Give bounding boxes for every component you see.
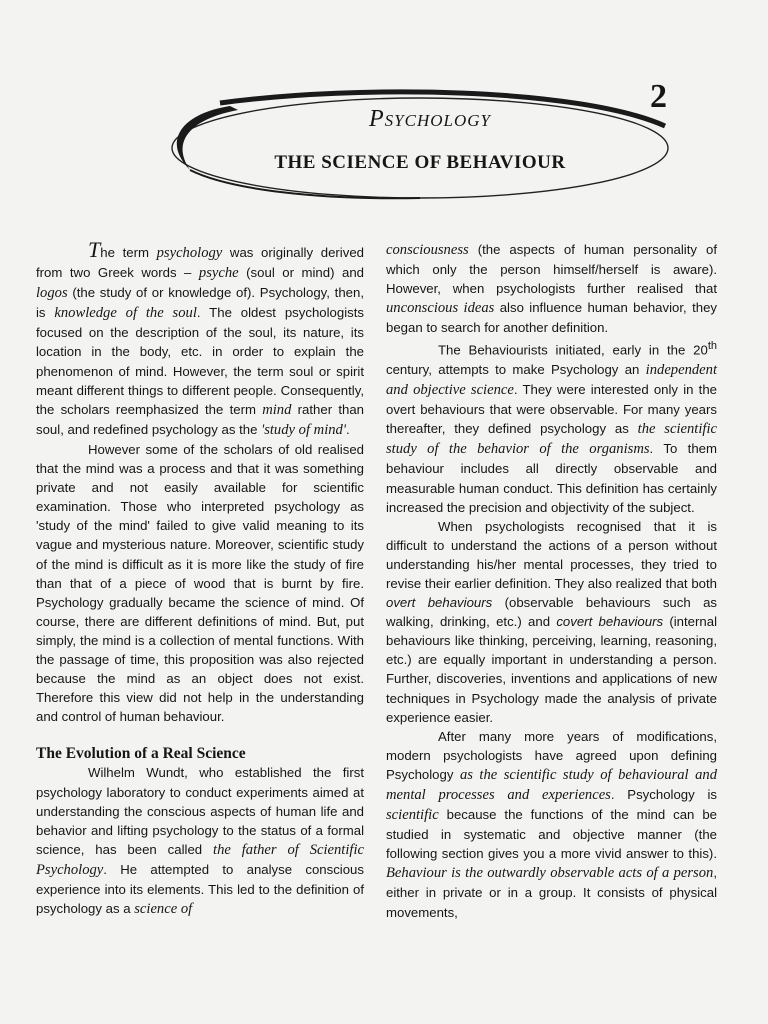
left-column xyxy=(36,237,365,919)
text-run: century, attempts to make Psychology an xyxy=(386,361,646,377)
emphasis-term: unconscious ideas xyxy=(386,300,495,317)
text-run: (soul or mind) and xyxy=(238,265,365,281)
right-column xyxy=(386,240,717,922)
emphasis-term: logos xyxy=(36,285,68,302)
emphasis-term: science of xyxy=(134,901,193,918)
paragraph-mind: However some of the scholars of old realised that the mind was a process and that it was something private and not easily available for scientific examination. Those who interpreted psychology as 'study of the mind' failed to give valid meaning to its vague and mysterious nature. Moreover, scientific study of the mind is difficult as it is more like the study of fire than that of a piece of wood that is burnt by fire. Psychology gradually became the science of mind. Of course, there are different definitions of mind. But, put simply, the mind is a collection of mental functions. With the passage of time, this proposition was also rejected because the mind as an object does not exist. Therefore this view did not help in the understanding and control of human behaviour. xyxy=(36,441,364,725)
text-run: also influence human behavior, they began to search for another definition. xyxy=(386,300,717,336)
emphasis-term: the scientific study of the behavior of the organisms xyxy=(386,421,717,458)
emphasis-term: mind xyxy=(262,401,292,418)
paragraph-overt-covert xyxy=(386,517,717,727)
text-run: . To them behaviour includes all directly observable and measurable human conduct. This definition has certainly increased the precision and objectivity of the subject. xyxy=(386,441,717,515)
section-heading: The Evolution of a Real Science xyxy=(36,745,246,763)
paragraph-consciousness xyxy=(386,240,717,337)
paragraph-modern-definition xyxy=(386,727,717,922)
text-run: (observable behaviours such as walking, drinking, etc.) and xyxy=(386,595,717,630)
text-run: When psychologists recognised that it is difficult to understand the actions of a person without understanding his/her mental processes, they tried to revise their earlier definition. They also realized that both xyxy=(386,518,717,591)
drop-cap: T xyxy=(88,237,101,262)
emphasis-term: psychology xyxy=(156,245,223,261)
emphasis-term: overt behaviours xyxy=(386,595,493,611)
text-run: , either in private or in a group. It consists of physical movements, xyxy=(386,865,717,920)
paragraph-wundt xyxy=(36,763,364,919)
text-run: he term xyxy=(100,245,157,260)
banner-swoosh-graphic xyxy=(160,86,680,206)
emphasis-term: Behaviour is the outwardly observable acts of a person xyxy=(386,865,714,882)
paragraph-intro xyxy=(36,237,365,440)
text-run: (the aspects of human personality of which only the person himself/herself is aware). However, when psychologists further realised that xyxy=(386,242,717,297)
emphasis-term: covert behaviours xyxy=(556,614,664,630)
text-run: . Psychology is xyxy=(610,787,717,803)
emphasis-term: knowledge of the soul xyxy=(54,305,197,322)
chapter-number: 2 xyxy=(650,78,667,115)
text-run: rather than soul, and redefined psychology as the xyxy=(36,401,364,437)
text-run: (the study of or knowledge of). Psychology, then, is xyxy=(36,285,364,321)
emphasis-term: consciousness xyxy=(386,242,469,258)
text-run: Wilhelm Wundt, who established the first psychology laboratory to conduct experiments aimed at understanding the conscious aspects of human life and behavior and lifting psychology to the status of a formal science, has been called xyxy=(36,765,364,857)
text-run: . xyxy=(345,421,350,437)
emphasis-term: independent and objective science xyxy=(386,361,717,399)
text-run: because the functions of the mind can be studied in systematic and objective manner (the following section gives you a more vivid answer to this). xyxy=(386,807,717,862)
text-run: (internal behaviours like thinking, perceiving, learning, reasoning, etc.) are equally important in understanding a person. Further, discoveries, inventions and applications of new techniques in Psychology made the analysis of private experience easier. xyxy=(386,614,718,725)
text-run: . The oldest psychologists focused on the description of the soul, its nature, its location in the body, etc. in order to explain the phenomenon of mind. However, the term soul or spirit meant different things to different people. Consequently, the scholars reemphasized the term xyxy=(36,305,365,417)
emphasis-term: 'study of mind' xyxy=(261,421,346,438)
emphasis-term: psyche xyxy=(198,265,239,282)
chapter-banner xyxy=(160,86,680,206)
text-run: The Behaviourists initiated, early in the 20 xyxy=(438,342,708,358)
chapter-title: Psychology xyxy=(369,106,491,132)
text-run: . He attempted to analyse conscious experience into its elements. This led to the definition of psychology as a xyxy=(36,861,364,917)
superscript: th xyxy=(707,340,717,353)
text-run: . They were interested only in the overt behaviours that were observable. For many years thereafter, they defined psychology as xyxy=(386,382,717,437)
emphasis-term: as the scientific study of behavioural and mental processes and experiences xyxy=(386,766,717,804)
emphasis-term: scientific xyxy=(386,807,439,824)
text-run: After many more years of modifications, modern psychologists have agreed upon defining Psychology xyxy=(386,728,717,782)
paragraph-behaviourists xyxy=(386,337,717,516)
text-run: was originally derived from two Greek words – xyxy=(36,245,364,281)
emphasis-term: the father of Scientific Psychology xyxy=(36,841,364,878)
chapter-subtitle: THE SCIENCE OF BEHAVIOUR xyxy=(274,152,566,173)
